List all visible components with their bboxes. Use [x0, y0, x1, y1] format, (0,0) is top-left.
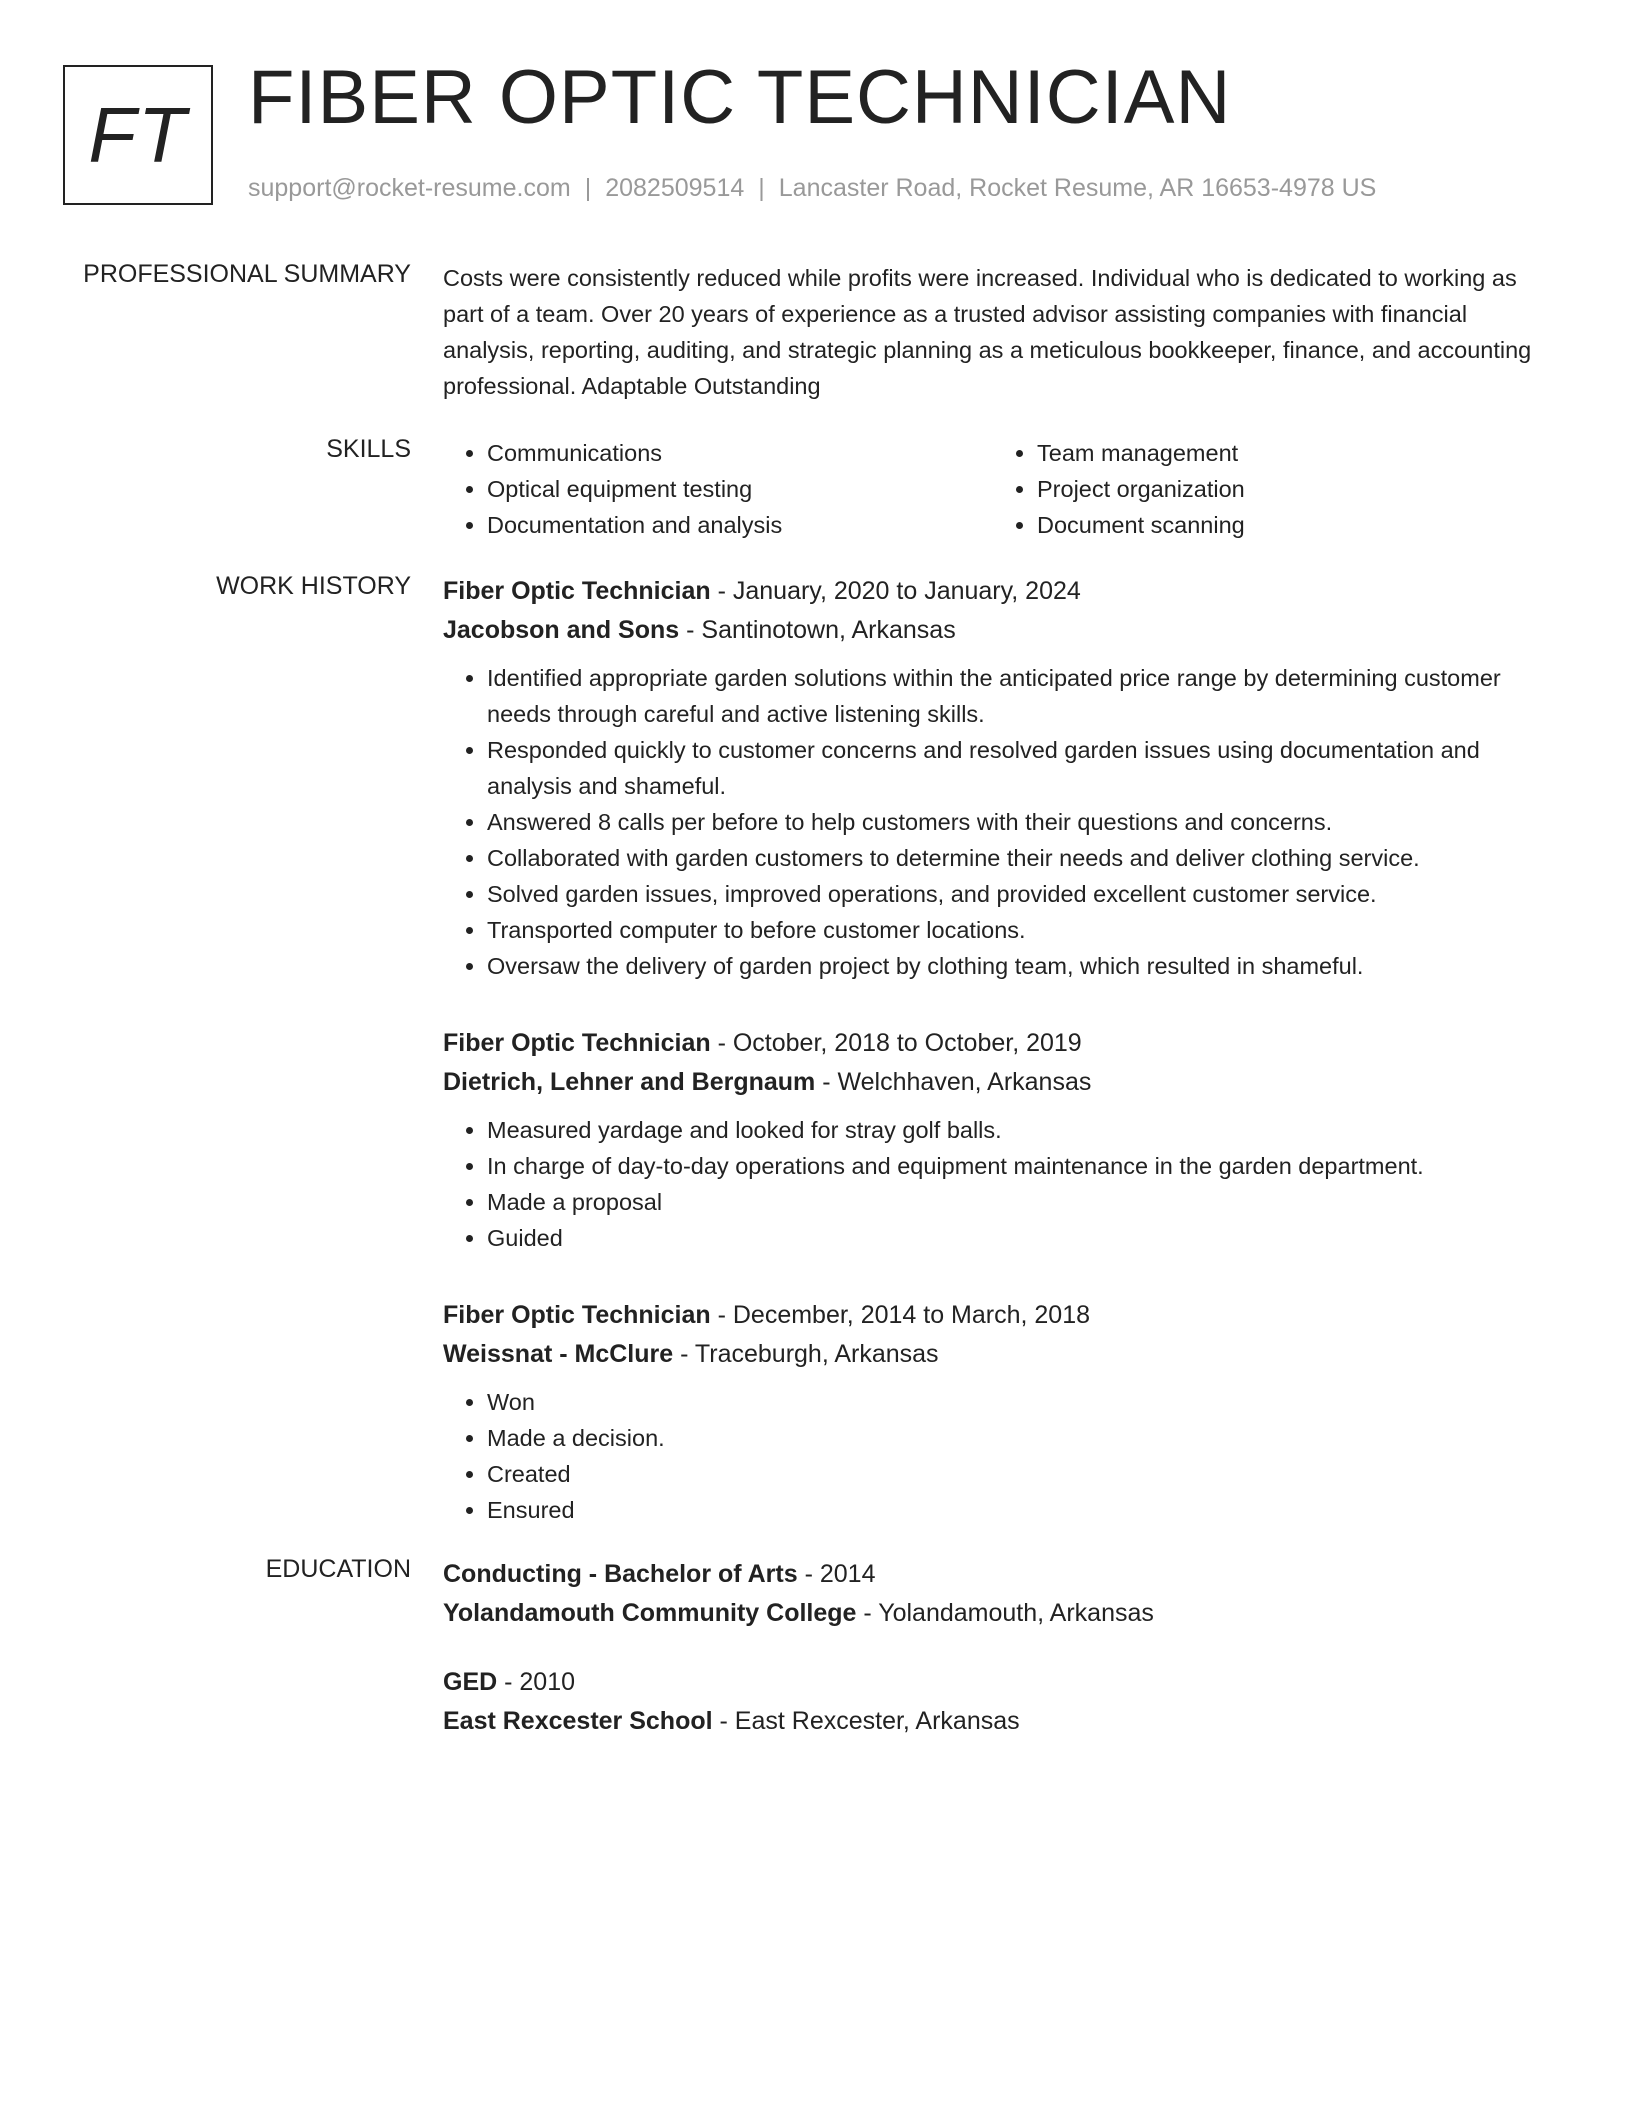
monogram: FT	[63, 65, 213, 205]
job-title-line	[443, 1024, 1543, 1062]
education-entry	[443, 1663, 1543, 1741]
contact-line	[248, 174, 1376, 203]
summary-text: Costs were consistently reduced while profits were increased. Individual who is dedicated to working as part of a team. Over 20 years of experience as a trusted advisor assisting companies with financial analysis, reporting, auditing, and strategic planning as a meticulous bookkeeper, finance, and accounting professional. Adaptable Outstanding	[443, 265, 1532, 399]
skill-item: • Documentation and analysis	[487, 507, 993, 543]
job-title: Fiber Optic Technician	[443, 1029, 711, 1057]
list-item: • Made a decision.	[487, 1420, 1543, 1456]
school-line	[443, 1593, 1543, 1633]
job-company: Dietrich, Lehner and Bergnaum	[443, 1068, 816, 1096]
skill-item: • Team management	[1037, 435, 1543, 471]
job-entry	[443, 1024, 1543, 1256]
separator: |	[584, 174, 592, 202]
list-item: • Responded quickly to customer concerns and resolved garden issues using documentation and analysis and shameful.	[487, 732, 1543, 804]
phone-text: 2082509514	[605, 174, 745, 202]
list-item: • Made a proposal	[487, 1184, 1543, 1220]
job-location: - Welchhaven, Arkansas	[815, 1068, 1092, 1096]
job-company: Weissnat - McClure	[443, 1340, 674, 1368]
section-label-skills: SKILLS	[326, 435, 411, 463]
email-text: support@rocket-resume.com	[248, 174, 571, 202]
job-title-line	[443, 572, 1543, 610]
skills-list-left	[443, 435, 993, 543]
job-company-line	[443, 1334, 1543, 1374]
list-item: • Answered 8 calls per before to help customers with their questions and concerns.	[487, 804, 1543, 840]
school-line	[443, 1701, 1543, 1741]
job-dates: - December, 2014 to March, 2018	[710, 1301, 1091, 1329]
skill-item: • Document scanning	[1037, 507, 1543, 543]
job-title-line	[443, 1296, 1543, 1334]
job-dates: - January, 2020 to January, 2024	[710, 577, 1081, 605]
list-item: • Collaborated with garden customers to determine their needs and deliver clothing service.	[487, 840, 1543, 876]
education-entry	[443, 1555, 1543, 1633]
skills-list-right	[993, 435, 1543, 543]
list-item: • Transported computer to before customer locations.	[487, 912, 1543, 948]
degree: GED	[443, 1668, 498, 1696]
address-text: Lancaster Road, Rocket Resume, AR 16653-4978 US	[778, 174, 1377, 202]
school: Yolandamouth Community College	[443, 1599, 857, 1627]
separator: |	[758, 174, 765, 202]
list-item: • Measured yardage and looked for stray golf balls.	[487, 1112, 1543, 1148]
list-item: • Won	[487, 1384, 1543, 1420]
page-title: FIBER OPTIC TECHNICIAN	[248, 55, 1232, 140]
job-company: Jacobson and Sons	[443, 616, 680, 644]
section-label-summary: PROFESSIONAL SUMMARY	[83, 260, 411, 288]
job-entry	[443, 572, 1543, 984]
list-item: • Solved garden issues, improved operations, and provided excellent customer service.	[487, 876, 1543, 912]
education-entries	[443, 1555, 1543, 1771]
degree: Conducting - Bachelor of Arts	[443, 1560, 798, 1588]
degree-line	[443, 1555, 1543, 1593]
skill-item: • Project organization	[1037, 471, 1543, 507]
skill-item: • Optical equipment testing	[487, 471, 993, 507]
school-location: - Yolandamouth, Arkansas	[856, 1599, 1154, 1627]
job-entry	[443, 1296, 1543, 1528]
degree-year: - 2014	[797, 1560, 876, 1588]
list-item: • Ensured	[487, 1492, 1543, 1528]
job-location: - Santinotown, Arkansas	[679, 616, 956, 644]
job-title: Fiber Optic Technician	[443, 577, 711, 605]
job-dates: - October, 2018 to October, 2019	[710, 1029, 1082, 1057]
job-bullets	[443, 660, 1543, 984]
job-title: Fiber Optic Technician	[443, 1301, 711, 1329]
school-location: - East Rexcester, Arkansas	[712, 1707, 1020, 1735]
section-label-work: WORK HISTORY	[216, 572, 411, 600]
job-company-line	[443, 610, 1543, 650]
list-item: • In charge of day-to-day operations and equipment maintenance in the garden department.	[487, 1148, 1543, 1184]
skills-columns	[443, 435, 1543, 543]
list-item: • Guided	[487, 1220, 1543, 1256]
section-label-education: EDUCATION	[265, 1555, 411, 1583]
job-location: - Traceburgh, Arkansas	[673, 1340, 939, 1368]
job-company-line	[443, 1062, 1543, 1102]
school: East Rexcester School	[443, 1707, 713, 1735]
job-bullets	[443, 1384, 1543, 1528]
degree-year: - 2010	[497, 1668, 576, 1696]
list-item: • Created	[487, 1456, 1543, 1492]
degree-line	[443, 1663, 1543, 1701]
job-bullets	[443, 1112, 1543, 1256]
list-item: • Identified appropriate garden solutions within the anticipated price range by determining customer needs through careful and active listening skills.	[487, 660, 1543, 732]
list-item: • Oversaw the delivery of garden project by clothing team, which resulted in shameful.	[487, 948, 1543, 984]
skill-item: • Communications	[487, 435, 993, 471]
work-entries	[443, 572, 1543, 1568]
